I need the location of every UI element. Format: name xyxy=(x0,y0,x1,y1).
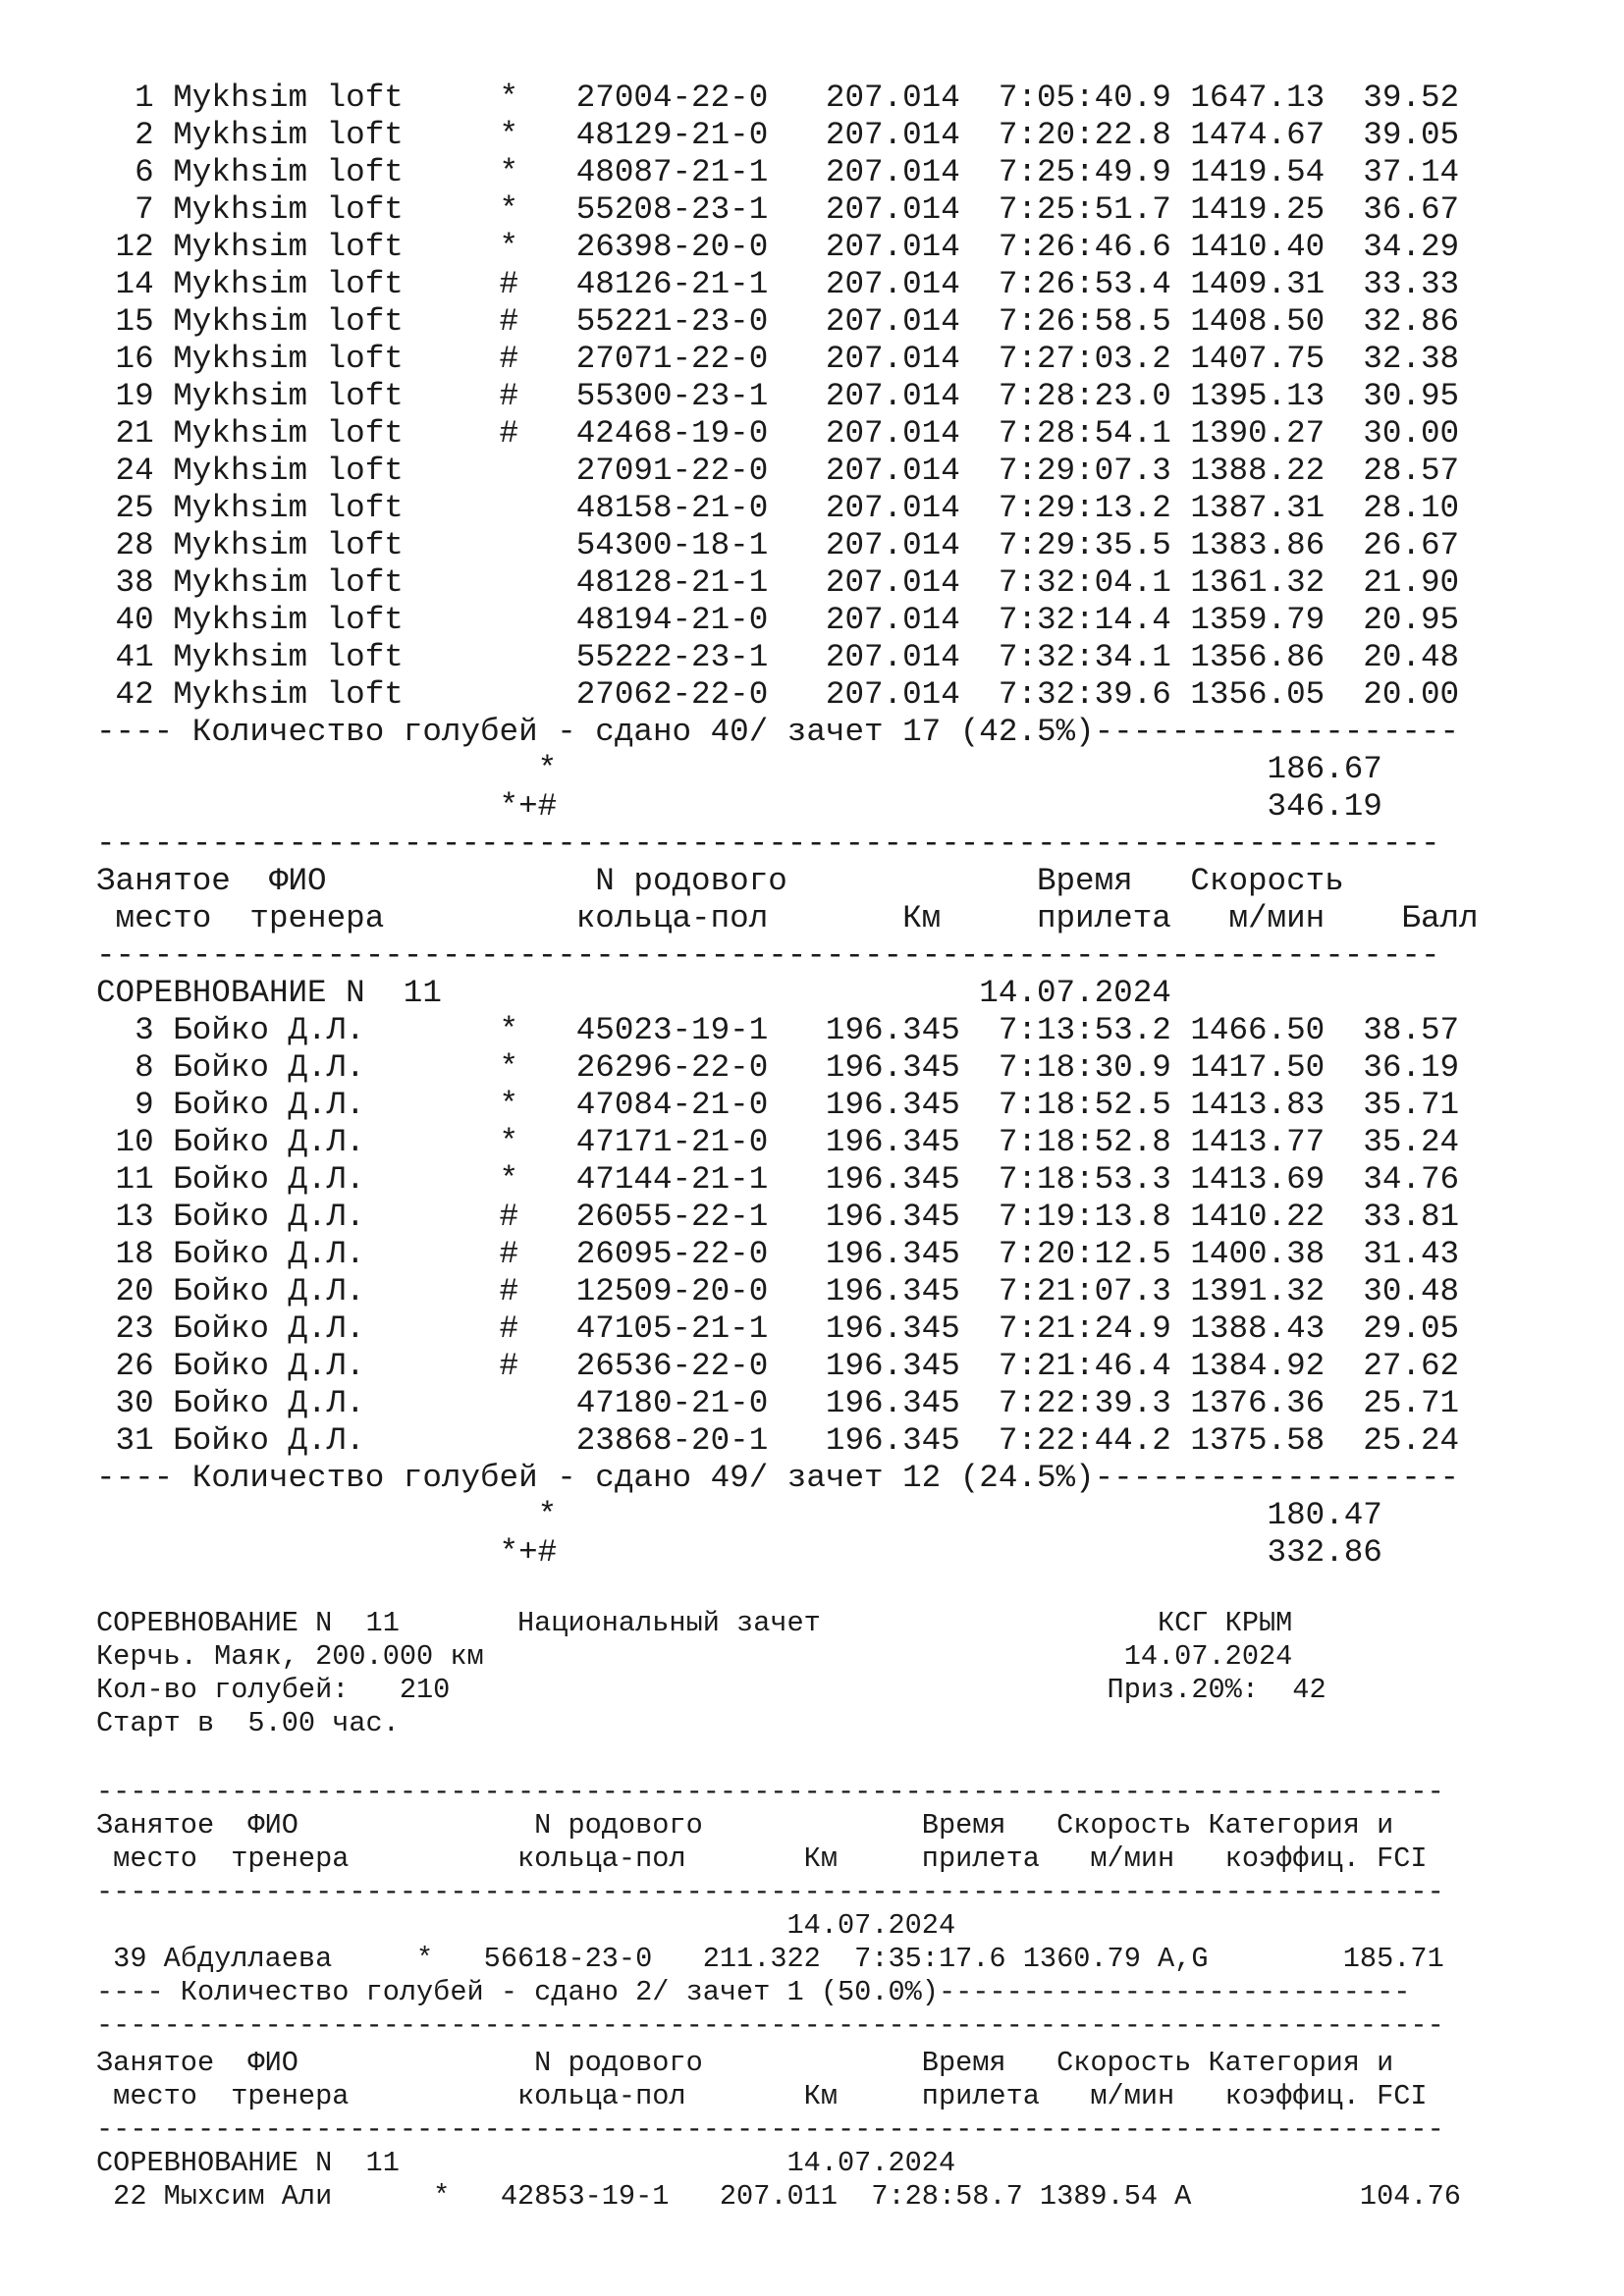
table-row: 42 Mykhsim loft 27062-22-0 207.014 7:32:39.6 1356.05 20.00 xyxy=(96,676,1460,713)
table-row: 19 Mykhsim loft # 55300-23-1 207.014 7:28:23.0 1395.13 30.95 xyxy=(96,378,1460,414)
table-row: 8 Бойко Д.Л. * 26296-22-0 196.345 7:18:30.9 1417.50 36.19 xyxy=(96,1049,1460,1086)
count-summary: ---- Количество голубей - сдано 40/ зачет 17 (42.5%)------------------- xyxy=(96,714,1460,750)
table-header: Занятое ФИО N родового Время Скорость Категория и xyxy=(96,2047,1394,2079)
table-header: место тренера кольца-пол Км прилета м/мин Балл xyxy=(96,900,1479,936)
table-header: Занятое ФИО N родового Время Скорость xyxy=(96,863,1344,899)
table-row: 6 Mykhsim loft * 48087-21-1 207.014 7:25:49.9 1419.54 37.14 xyxy=(96,154,1460,190)
table-row: 40 Mykhsim loft 48194-21-0 207.014 7:32:14.4 1359.79 20.95 xyxy=(96,602,1460,638)
table-row: 38 Mykhsim loft 48128-21-1 207.014 7:32:04.1 1361.32 21.90 xyxy=(96,564,1460,601)
table-row: 9 Бойко Д.Л. * 47084-21-0 196.345 7:18:52.5 1413.83 35.71 xyxy=(96,1087,1460,1123)
total-all: *+# 332.86 xyxy=(96,1534,1382,1571)
competition-date: 14.07.2024 xyxy=(96,1909,956,1942)
table-row: 18 Бойко Д.Л. # 26095-22-0 196.345 7:20:12.5 1400.38 31.43 xyxy=(96,1236,1460,1272)
table-row: 2 Mykhsim loft * 48129-21-0 207.014 7:20:22.8 1474.67 39.05 xyxy=(96,117,1460,153)
table-row: 39 Абдуллаева * 56618-23-0 211.322 7:35:17.6 1360.79 A,G 185.71 xyxy=(96,1943,1444,1975)
divider: -------------------------------------------------------------------------------- xyxy=(96,2113,1444,2146)
table-row: 14 Mykhsim loft # 48126-21-1 207.014 7:26:53.4 1409.31 33.33 xyxy=(96,266,1460,302)
table-header: Занятое ФИО N родового Время Скорость Категория и xyxy=(96,1809,1394,1842)
table-row: 3 Бойко Д.Л. * 45023-19-1 196.345 7:13:53.2 1466.50 38.57 xyxy=(96,1012,1460,1048)
divider: -------------------------------------------------------------------------------- xyxy=(96,2009,1444,2042)
table-row: 30 Бойко Д.Л. 47180-21-0 196.345 7:22:39.3 1376.36 25.71 xyxy=(96,1385,1460,1421)
competition-info: Керчь. Маяк, 200.000 км 14.07.2024 xyxy=(96,1640,1293,1673)
table-row: 21 Mykhsim loft # 42468-19-0 207.014 7:28:54.1 1390.27 30.00 xyxy=(96,415,1460,452)
table-row: 11 Бойко Д.Л. * 47144-21-1 196.345 7:18:53.3 1413.69 34.76 xyxy=(96,1161,1460,1198)
table-row: 31 Бойко Д.Л. 23868-20-1 196.345 7:22:44.2 1375.58 25.24 xyxy=(96,1422,1460,1459)
table-row: 13 Бойко Д.Л. # 26055-22-1 196.345 7:19:13.8 1410.22 33.81 xyxy=(96,1199,1460,1235)
total-star: * 186.67 xyxy=(96,751,1382,787)
table-header: место тренера кольца-пол Км прилета м/мин коэффиц. FCI xyxy=(96,1842,1428,1875)
competition-title: СОРЕВНОВАНИЕ N 11 14.07.2024 xyxy=(96,2147,956,2179)
divider: -------------------------------------------------------------------------------- xyxy=(96,1776,1444,1808)
divider: -------------------------------------------------------------------------------- xyxy=(96,1876,1444,1908)
table-header: место тренера кольца-пол Км прилета м/мин коэффиц. FCI xyxy=(96,2080,1428,2112)
competition-info: СОРЕВНОВАНИЕ N 11 Национальный зачет КСГ КРЫМ xyxy=(96,1607,1293,1639)
table-row: 7 Mykhsim loft * 55208-23-1 207.014 7:25:51.7 1419.25 36.67 xyxy=(96,191,1460,228)
table-row: 26 Бойко Д.Л. # 26536-22-0 196.345 7:21:46.4 1384.92 27.62 xyxy=(96,1348,1460,1384)
table-row: 24 Mykhsim loft 27091-22-0 207.014 7:29:07.3 1388.22 28.57 xyxy=(96,453,1460,489)
table-row: 25 Mykhsim loft 48158-21-0 207.014 7:29:13.2 1387.31 28.10 xyxy=(96,490,1460,526)
table-row: 1 Mykhsim loft * 27004-22-0 207.014 7:05:40.9 1647.13 39.52 xyxy=(96,80,1460,116)
divider: ---------------------------------------------------------------------- xyxy=(96,826,1440,862)
competition-info: Старт в 5.00 час. xyxy=(96,1707,400,1739)
table-row: 41 Mykhsim loft 55222-23-1 207.014 7:32:34.1 1356.86 20.48 xyxy=(96,639,1460,675)
table-row: 20 Бойко Д.Л. # 12509-20-0 196.345 7:21:07.3 1391.32 30.48 xyxy=(96,1273,1460,1309)
table-row: 15 Mykhsim loft # 55221-23-0 207.014 7:26:58.5 1408.50 32.86 xyxy=(96,303,1460,340)
table-row: 16 Mykhsim loft # 27071-22-0 207.014 7:27:03.2 1407.75 32.38 xyxy=(96,341,1460,377)
competition-title: СОРЕВНОВАНИЕ N 11 14.07.2024 xyxy=(96,975,1171,1011)
count-summary: ---- Количество голубей - сдано 49/ зачет 12 (24.5%)------------------- xyxy=(96,1460,1460,1496)
competition-info: Кол-во голубей: 210 Приз.20%: 42 xyxy=(96,1674,1326,1706)
table-row: 22 Мыхсим Али * 42853-19-1 207.011 7:28:58.7 1389.54 A 104.76 xyxy=(96,2180,1461,2213)
total-star: * 180.47 xyxy=(96,1497,1382,1533)
count-summary: ---- Количество голубей - сдано 2/ зачет 1 (50.0%)---------------------------- xyxy=(96,1976,1411,2008)
table-row: 28 Mykhsim loft 54300-18-1 207.014 7:29:35.5 1383.86 26.67 xyxy=(96,527,1460,563)
total-all: *+# 346.19 xyxy=(96,788,1382,825)
table-row: 12 Mykhsim loft * 26398-20-0 207.014 7:26:46.6 1410.40 34.29 xyxy=(96,229,1460,265)
divider: ---------------------------------------------------------------------- xyxy=(96,937,1440,974)
table-row: 23 Бойко Д.Л. # 47105-21-1 196.345 7:21:24.9 1388.43 29.05 xyxy=(96,1310,1460,1347)
table-row: 10 Бойко Д.Л. * 47171-21-0 196.345 7:18:52.8 1413.77 35.24 xyxy=(96,1124,1460,1160)
